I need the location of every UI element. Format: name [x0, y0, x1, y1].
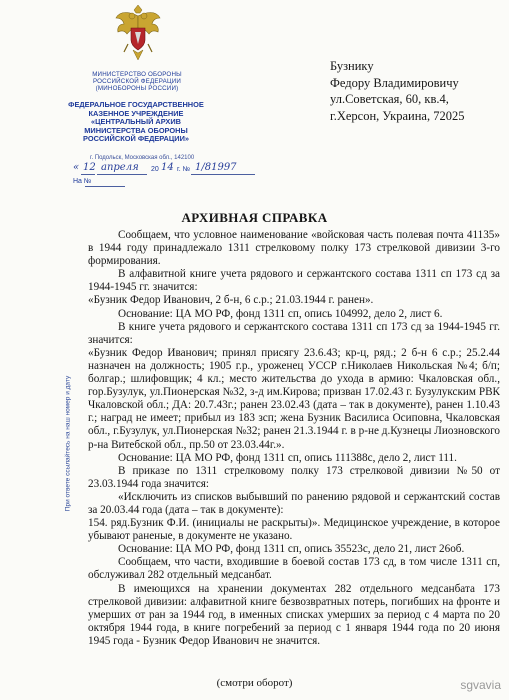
quote: «Бузник Федор Иванович, 2 б-н, 6 с.р.; 21.03.1944 г. ранен». — [88, 294, 374, 307]
ministry-line: МИНИСТЕРСТВО ОБОРОНЫ — [92, 71, 182, 78]
ministry-name — [78, 71, 196, 93]
reg-month: апреля — [101, 162, 139, 173]
recipient-street: ул.Советская, 60, кв.4, — [330, 92, 449, 106]
watermark: sgvavia — [460, 678, 501, 692]
recipient-city: г.Херсон, Украина, 72025 — [330, 108, 465, 123]
paragraph: В приказе по 1311 стрелковому полку 173 стрелковой дивизии №50 от 23.03.1944 года значится: — [88, 464, 500, 490]
reply-reference-text: При ответе ссылайтесь на наш номер и дату — [64, 375, 72, 512]
archive-line: ФЕДЕРАЛЬНОЕ ГОСУДАРСТВЕННОЕ — [68, 100, 204, 109]
paragraph: В имеющихся на хранении документах 282 отдельного медсанбата 173 стрелковой дивизии: алфавитной книге безвозвратных потерь, погибших на фронте и умерших от ран за 1944 год, в именных списках умерших за период с 4 марта по 20 октября 1944 года, в книге погребений за период с 1 января 1944 года по 20 июня 1945 года - Бузник Федор Иванович не значится. — [88, 582, 500, 647]
certificate-body — [88, 229, 500, 648]
paragraph: В алфавитной книге учета рядового и сержантского состава 1311 сп 173 сд за 1944-1945 гг. значится: — [88, 268, 500, 294]
reference-number-line — [73, 178, 133, 190]
ministry-line: (МИНОБОРОНЫ РОССИИ) — [95, 85, 179, 93]
archive-line: РОССИЙСКОЙ ФЕДЕРАЦИИ» — [82, 134, 190, 144]
source-reference: Основание: ЦА МО РФ, фонд 1311 сп, опись 111388с, дело 2, лист 111. — [118, 451, 457, 464]
recipient-address — [330, 58, 505, 124]
reg-number: 1/81997 — [195, 162, 237, 173]
reg-year: 14 — [161, 162, 174, 173]
document-title: АРХИВНАЯ СПРАВКА — [181, 210, 328, 225]
double-headed-eagle-emblem-icon — [114, 4, 162, 64]
paragraph: Сообщаем, что части, входившие в боевой состав 173 сд, в том числе 1311 сп, обслуживал 282 отдельный медсанбат. — [88, 556, 500, 582]
recipient-name: Федору Владимировичу — [330, 75, 459, 90]
source-reference: Основание: ЦА МО РФ, фонд 1311 сп, опись 35523с, дело 21, лист 26об. — [118, 543, 465, 556]
source-reference: Основание: ЦА МО РФ, фонд 1311 сп, опись 104992, дело 2, лист 6. — [118, 307, 443, 320]
archive-address: г. Подольск, Московская обл., 142100 — [90, 155, 195, 161]
reg-number-label: г. № — [177, 166, 191, 173]
reference-label: На № — [73, 178, 92, 185]
paragraph: В книге учета рядового и сержантского состава 1311 сп 173 сд за 1944-1945 гг. значится: — [88, 320, 500, 346]
registration-line — [73, 164, 273, 178]
reg-day: 12 — [83, 162, 96, 173]
quote: «Исключить из списков выбывший по ранению рядовой и сержантский состав за 20.03.44 года (дата – так в документе): — [88, 490, 500, 516]
archive-line: МИНИСТЕРСТВА ОБОРОНЫ — [84, 125, 188, 135]
recipient-surname: Бузнику — [330, 59, 374, 73]
quote: 154. ряд.Бузник Ф.И. (инициалы не раскрыты)». Медицинское учреждение, в которое убывают раненые, в документе не указано. — [88, 517, 500, 543]
archive-line: «ЦЕНТРАЛЬНЫЙ АРХИВ — [91, 117, 181, 127]
reg-quote: « — [73, 162, 80, 173]
reply-reference-note — [58, 330, 78, 570]
see-reverse-note: (смотри оборот) — [216, 677, 293, 689]
quote: «Бузник Федор Иванович; принял присягу 23.6.43; кр-ц, ряд.; 2 б-н 6 с.р.; 25.2.44 назначен на должность; 1905 г.р., уроженец УССР г.Николаев Никольская №4; б/п; болгар.; шлифовщик; 4 кл.; место жительства до ухода в армию: Чкаловская обл., гор.Бузулук, ул.Пионерская №32, з-д им.Кирова; призван 17.02.43 г. Бузулукским РВК Чкаловской обл.; ДА: 20.7.43г.; ранен 23.02.43 (дата – так в документе), ранен 1.10.43 г.; наград не имеет; прибыл из 183 зсп; жена Бузник Василиса Осиповна, Чкаловская обл., г.Бузулук, ул.Пионерская №32; ранен 21.3.1944 г. в р-не д.Кузнецы Лиозновского р-на Витебской обл., пр.50 от 23.03.44г.». — [88, 346, 500, 451]
paragraph: Сообщаем, что условное наименование «войсковая часть полевая почта 41135» в 1944 году принадлежало 1311 стрелковому полку 173 стрелковой дивизии 3-го формирования. — [88, 229, 500, 268]
ministry-line: РОССИЙСКОЙ ФЕДЕРАЦИИ — [92, 78, 182, 86]
archive-name — [68, 101, 204, 144]
archive-line: КАЗЕННОЕ УЧРЕЖДЕНИЕ — [88, 108, 184, 118]
reg-year-prefix: 20 — [151, 166, 159, 173]
